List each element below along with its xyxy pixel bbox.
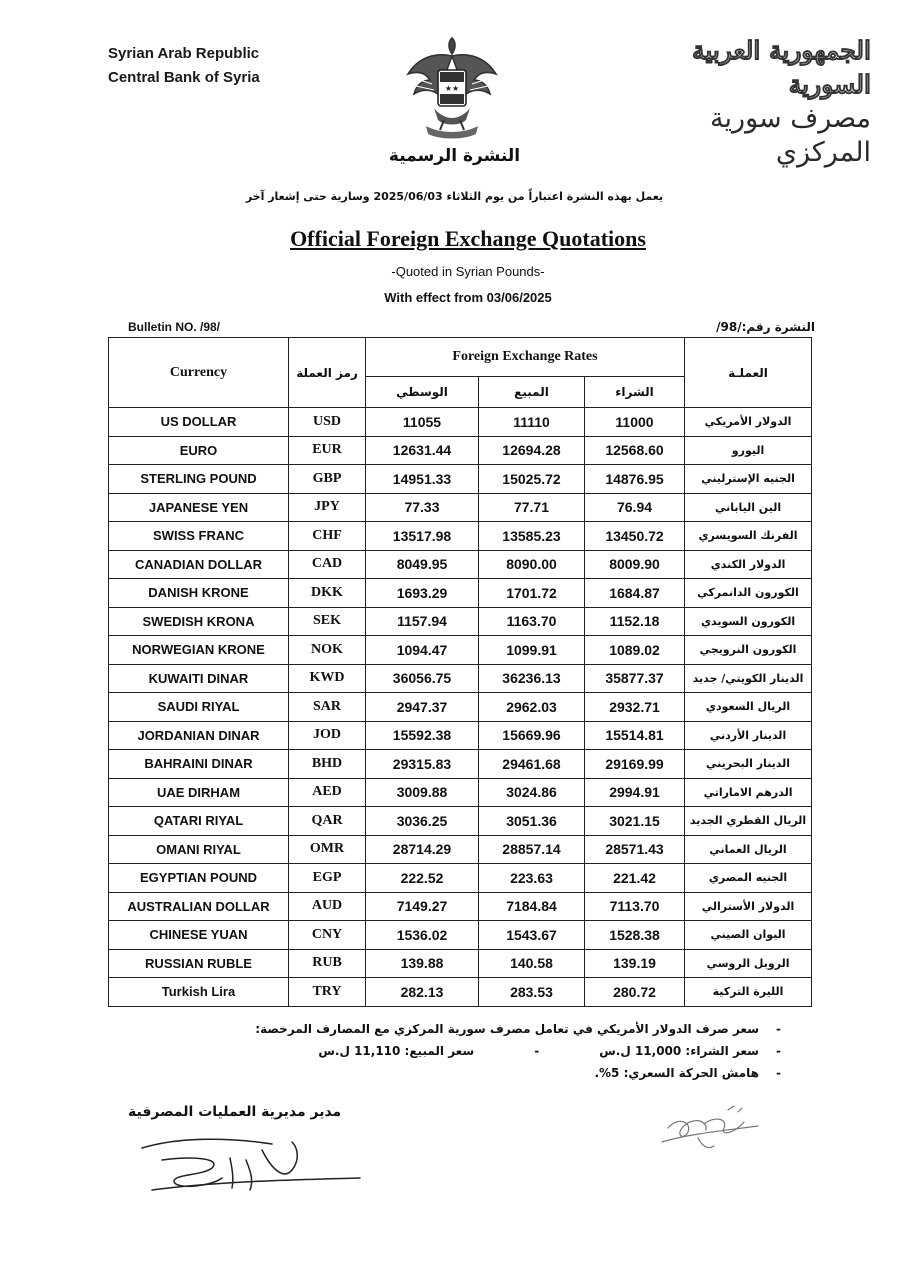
usd-rate-notes bbox=[255, 1018, 781, 1084]
rate-buy: 14876.95 bbox=[585, 465, 685, 494]
rate-buy: 35877.37 bbox=[585, 664, 685, 693]
table-row bbox=[109, 493, 812, 522]
header-buy-ar: الشراء bbox=[585, 377, 685, 408]
currency-name-en: UAE DIRHAM bbox=[109, 778, 289, 807]
rate-sell: 3024.86 bbox=[479, 778, 585, 807]
currency-name-ar: الروبل الروسي bbox=[685, 949, 812, 978]
rate-middle: 1693.29 bbox=[366, 579, 479, 608]
currency-code: GBP bbox=[289, 465, 366, 494]
currency-code: EGP bbox=[289, 864, 366, 893]
header-currency-ar: العملـة bbox=[685, 338, 812, 408]
exchange-rates-table bbox=[108, 337, 812, 1007]
rate-middle: 29315.83 bbox=[366, 750, 479, 779]
currency-name-ar: اليورو bbox=[685, 436, 812, 465]
table-row bbox=[109, 807, 812, 836]
rate-buy: 2932.71 bbox=[585, 693, 685, 722]
currency-code: JPY bbox=[289, 493, 366, 522]
currency-name-en: SWISS FRANC bbox=[109, 522, 289, 551]
rate-sell: 223.63 bbox=[479, 864, 585, 893]
rate-buy: 7113.70 bbox=[585, 892, 685, 921]
bank-name-en: Central Bank of Syria bbox=[108, 69, 260, 86]
currency-code: RUB bbox=[289, 949, 366, 978]
rate-sell: 11110 bbox=[479, 408, 585, 437]
table-row bbox=[109, 579, 812, 608]
currency-name-en: OMANI RIYAL bbox=[109, 835, 289, 864]
currency-name-en: DANISH KRONE bbox=[109, 579, 289, 608]
rate-buy: 280.72 bbox=[585, 978, 685, 1007]
header-sell-ar: المبيع bbox=[479, 377, 585, 408]
currency-code: QAR bbox=[289, 807, 366, 836]
bank-name-ar: مصرف سورية المركزي bbox=[710, 103, 871, 168]
rate-middle: 7149.27 bbox=[366, 892, 479, 921]
rate-buy: 12568.60 bbox=[585, 436, 685, 465]
currency-name-ar: الجنيه المصري bbox=[685, 864, 812, 893]
header-middle-ar: الوسطي bbox=[366, 377, 479, 408]
currency-code: DKK bbox=[289, 579, 366, 608]
currency-name-ar: الدينار الكويتي/ جديد bbox=[685, 664, 812, 693]
rate-buy: 3021.15 bbox=[585, 807, 685, 836]
note-margin: هامش الحركة السعري: 5%. bbox=[594, 1066, 759, 1080]
rate-buy: 1684.87 bbox=[585, 579, 685, 608]
header-currency-en: Currency bbox=[109, 338, 289, 408]
table-row bbox=[109, 693, 812, 722]
table-row bbox=[109, 949, 812, 978]
rate-sell: 36236.13 bbox=[479, 664, 585, 693]
note-bullet: - bbox=[776, 1044, 781, 1058]
currency-name-en: STERLING POUND bbox=[109, 465, 289, 494]
rate-sell: 283.53 bbox=[479, 978, 585, 1007]
currency-name-ar: الين الياباني bbox=[685, 493, 812, 522]
bulletin-number-en: Bulletin NO. /98/ bbox=[128, 320, 221, 334]
rate-sell: 15025.72 bbox=[479, 465, 585, 494]
rate-buy: 1089.02 bbox=[585, 636, 685, 665]
table-row bbox=[109, 864, 812, 893]
rate-middle: 3036.25 bbox=[366, 807, 479, 836]
currency-name-en: AUSTRALIAN DOLLAR bbox=[109, 892, 289, 921]
table-row bbox=[109, 550, 812, 579]
currency-name-ar: الكورون السويدي bbox=[685, 607, 812, 636]
svg-text:★★: ★★ bbox=[444, 84, 460, 93]
rate-middle: 222.52 bbox=[366, 864, 479, 893]
rate-sell: 2962.03 bbox=[479, 693, 585, 722]
signatory-title: مدير مديرية العمليات المصرفية bbox=[128, 1104, 342, 1120]
note-bullet: - bbox=[776, 1066, 781, 1080]
currency-code: SAR bbox=[289, 693, 366, 722]
table-row bbox=[109, 835, 812, 864]
rate-buy: 13450.72 bbox=[585, 522, 685, 551]
currency-name-en: KUWAITI DINAR bbox=[109, 664, 289, 693]
rate-middle: 282.13 bbox=[366, 978, 479, 1007]
rate-sell: 1099.91 bbox=[479, 636, 585, 665]
rate-middle: 36056.75 bbox=[366, 664, 479, 693]
rate-buy: 139.19 bbox=[585, 949, 685, 978]
currency-name-ar: الليرة التركية bbox=[685, 978, 812, 1007]
note-dash-separator: - bbox=[534, 1044, 540, 1058]
table-row bbox=[109, 465, 812, 494]
quoted-currency-note: -Quoted in Syrian Pounds- bbox=[391, 264, 545, 279]
bulletin-title-ar: النشرة الرسمية bbox=[388, 146, 521, 166]
note-bullet: - bbox=[776, 1022, 781, 1036]
rate-middle: 77.33 bbox=[366, 493, 479, 522]
table-row bbox=[109, 892, 812, 921]
country-name-ar: الجمهورية العربية السورية bbox=[691, 36, 871, 99]
rate-middle: 15592.38 bbox=[366, 721, 479, 750]
currency-name-en: SWEDISH KRONA bbox=[109, 607, 289, 636]
country-name-en: Syrian Arab Republic bbox=[108, 45, 260, 62]
rate-buy: 221.42 bbox=[585, 864, 685, 893]
effective-date-ar: يعمل بهذه النشرة اعتباراً من يوم الثلاثاء 2025/06/03 وسارية حتى إشعار آخر bbox=[245, 190, 664, 203]
rate-sell: 13585.23 bbox=[479, 522, 585, 551]
currency-code: EUR bbox=[289, 436, 366, 465]
currency-name-ar: اليوان الصيني bbox=[685, 921, 812, 950]
handwritten-initials-stamp bbox=[648, 1098, 768, 1158]
rate-buy: 11000 bbox=[585, 408, 685, 437]
rate-sell: 1701.72 bbox=[479, 579, 585, 608]
rate-sell: 3051.36 bbox=[479, 807, 585, 836]
rate-middle: 1536.02 bbox=[366, 921, 479, 950]
rate-middle: 11055 bbox=[366, 408, 479, 437]
header-rates-group: Foreign Exchange Rates bbox=[366, 338, 685, 377]
rate-buy: 76.94 bbox=[585, 493, 685, 522]
currency-code: NOK bbox=[289, 636, 366, 665]
currency-name-ar: الريال السعودي bbox=[685, 693, 812, 722]
currency-name-ar: الدرهم الاماراتي bbox=[685, 778, 812, 807]
table-row bbox=[109, 921, 812, 950]
currency-name-en: Turkish Lira bbox=[109, 978, 289, 1007]
rate-sell: 12694.28 bbox=[479, 436, 585, 465]
currency-name-ar: الدولار الأمريكي bbox=[685, 408, 812, 437]
table-row bbox=[109, 664, 812, 693]
rates-table-body bbox=[109, 408, 812, 1007]
table-row bbox=[109, 778, 812, 807]
currency-code: TRY bbox=[289, 978, 366, 1007]
rate-middle: 139.88 bbox=[366, 949, 479, 978]
rate-sell: 29461.68 bbox=[479, 750, 585, 779]
note-line bbox=[255, 1040, 781, 1062]
currency-name-en: CHINESE YUAN bbox=[109, 921, 289, 950]
currency-code: AUD bbox=[289, 892, 366, 921]
currency-code: CNY bbox=[289, 921, 366, 950]
rate-buy: 15514.81 bbox=[585, 721, 685, 750]
currency-code: OMR bbox=[289, 835, 366, 864]
currency-name-ar: الريال القطري الجديد bbox=[685, 807, 812, 836]
currency-name-en: BAHRAINI DINAR bbox=[109, 750, 289, 779]
rate-middle: 2947.37 bbox=[366, 693, 479, 722]
currency-name-ar: الكورون النرويجي bbox=[685, 636, 812, 665]
currency-name-en: QATARI RIYAL bbox=[109, 807, 289, 836]
currency-code: KWD bbox=[289, 664, 366, 693]
currency-code: JOD bbox=[289, 721, 366, 750]
effective-date-en: With effect from 03/06/2025 bbox=[384, 290, 552, 305]
currency-code: CAD bbox=[289, 550, 366, 579]
rate-middle: 1094.47 bbox=[366, 636, 479, 665]
rate-middle: 14951.33 bbox=[366, 465, 479, 494]
rate-buy: 1152.18 bbox=[585, 607, 685, 636]
rate-buy: 2994.91 bbox=[585, 778, 685, 807]
syrian-eagle-emblem-icon bbox=[404, 34, 500, 144]
currency-name-en: JAPANESE YEN bbox=[109, 493, 289, 522]
note-line bbox=[255, 1018, 781, 1040]
rate-middle: 8049.95 bbox=[366, 550, 479, 579]
rate-middle: 3009.88 bbox=[366, 778, 479, 807]
currency-name-ar: الكورون الدانمركي bbox=[685, 579, 812, 608]
currency-name-en: SAUDI RIYAL bbox=[109, 693, 289, 722]
currency-name-en: RUSSIAN RUBLE bbox=[109, 949, 289, 978]
currency-code: AED bbox=[289, 778, 366, 807]
rate-middle: 12631.44 bbox=[366, 436, 479, 465]
currency-name-en: CANADIAN DOLLAR bbox=[109, 550, 289, 579]
currency-code: USD bbox=[289, 408, 366, 437]
rate-sell: 1163.70 bbox=[479, 607, 585, 636]
currency-name-en: JORDANIAN DINAR bbox=[109, 721, 289, 750]
table-row bbox=[109, 750, 812, 779]
rate-middle: 28714.29 bbox=[366, 835, 479, 864]
rate-middle: 1157.94 bbox=[366, 607, 479, 636]
table-row bbox=[109, 436, 812, 465]
table-row bbox=[109, 721, 812, 750]
rate-buy: 8009.90 bbox=[585, 550, 685, 579]
note-usd-heading: سعر صرف الدولار الأمريكي في تعامل مصرف سورية المركزي مع المصارف المرخصة: bbox=[255, 1022, 759, 1036]
handwritten-signature bbox=[122, 1130, 362, 1200]
table-row bbox=[109, 636, 812, 665]
table-row bbox=[109, 522, 812, 551]
currency-code: CHF bbox=[289, 522, 366, 551]
page-title: Official Foreign Exchange Quotations bbox=[290, 226, 646, 251]
currency-name-ar: الجنيه الإسترليني bbox=[685, 465, 812, 494]
rate-middle: 13517.98 bbox=[366, 522, 479, 551]
table-row bbox=[109, 607, 812, 636]
currency-name-en: NORWEGIAN KRONE bbox=[109, 636, 289, 665]
note-buy-rate: سعر الشراء: 11,000 ل.س bbox=[599, 1044, 759, 1058]
currency-name-ar: الفرنك السويسري bbox=[685, 522, 812, 551]
currency-name-en: EGYPTIAN POUND bbox=[109, 864, 289, 893]
table-row bbox=[109, 978, 812, 1007]
rate-sell: 77.71 bbox=[479, 493, 585, 522]
rate-sell: 28857.14 bbox=[479, 835, 585, 864]
currency-name-en: EURO bbox=[109, 436, 289, 465]
bulletin-number-ar: النشرة رقم:/98/ bbox=[716, 320, 815, 334]
currency-name-ar: الريال العماني bbox=[685, 835, 812, 864]
rate-sell: 7184.84 bbox=[479, 892, 585, 921]
currency-name-ar: الدينار الأردني bbox=[685, 721, 812, 750]
currency-name-en: US DOLLAR bbox=[109, 408, 289, 437]
currency-name-ar: الدولار الكندي bbox=[685, 550, 812, 579]
currency-code: SEK bbox=[289, 607, 366, 636]
rate-buy: 1528.38 bbox=[585, 921, 685, 950]
header-code-ar: رمز العملة bbox=[289, 338, 366, 408]
rate-sell: 140.58 bbox=[479, 949, 585, 978]
rate-sell: 1543.67 bbox=[479, 921, 585, 950]
rate-buy: 28571.43 bbox=[585, 835, 685, 864]
rate-sell: 15669.96 bbox=[479, 721, 585, 750]
currency-name-ar: الدينار البحريني bbox=[685, 750, 812, 779]
rate-sell: 8090.00 bbox=[479, 550, 585, 579]
note-line bbox=[255, 1062, 781, 1084]
table-row bbox=[109, 408, 812, 437]
rate-buy: 29169.99 bbox=[585, 750, 685, 779]
note-sell-rate: سعر المبيع: 11,110 ل.س bbox=[318, 1044, 475, 1058]
currency-code: BHD bbox=[289, 750, 366, 779]
header-english bbox=[108, 42, 260, 90]
currency-name-ar: الدولار الأسترالي bbox=[685, 892, 812, 921]
